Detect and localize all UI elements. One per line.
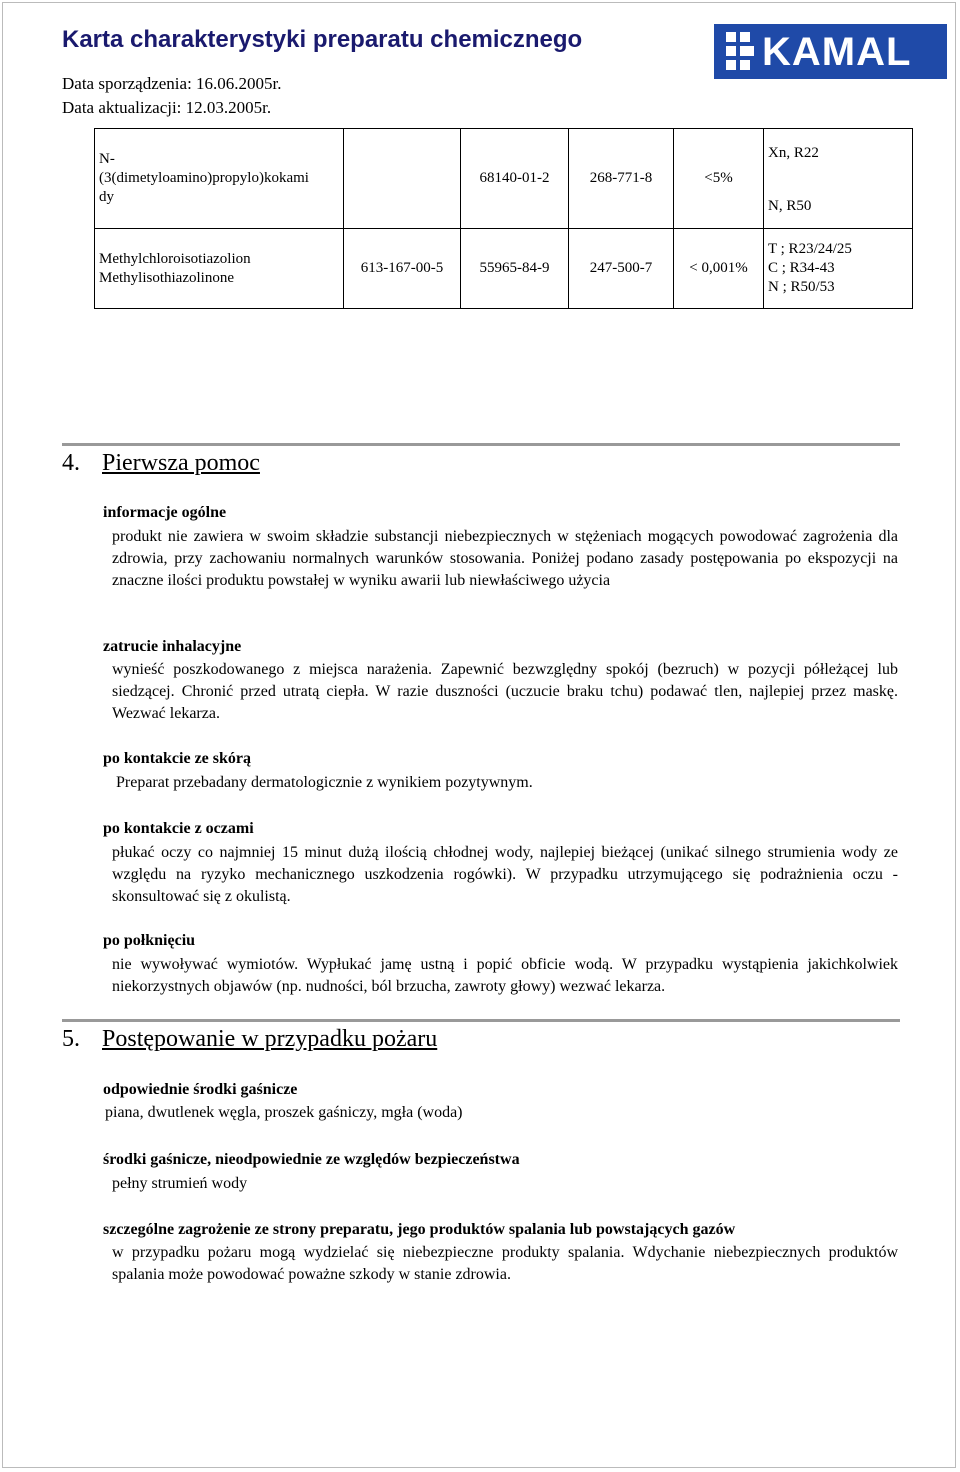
classification-cell: Xn, R22 N, R50 xyxy=(764,129,913,229)
subheading-inhalation: zatrucie inhalacyjne xyxy=(103,638,242,655)
table-row xyxy=(95,129,913,229)
paragraph-eye-contact: płukać oczy co najmniej 15 minut dużą ilością chłodnej wody, najlepiej bieżącej (unikać silnego strumienia wody ze względu na ryzyko mechanicznego uszkodzenia rogówki). W przypadku utrzymującego się podrażnienia oczu - skonsultować się z okulistą. xyxy=(112,844,898,905)
subheading-general-info: informacje ogólne xyxy=(103,504,227,521)
subheading-skin-contact: po kontakcie ze skórą xyxy=(103,750,251,767)
subheading-eye-contact: po kontakcie z oczami xyxy=(103,820,254,837)
subheading-unsuitable-extinguishing: środki gaśnicze, nieodpowiednie ze względów bezpieczeństwa xyxy=(103,1151,520,1168)
concentration-cell: < 0,001% xyxy=(674,229,764,309)
logo-text: KAMAL xyxy=(762,29,912,74)
ec-number-cell: 268-771-8 xyxy=(569,129,674,229)
substance-name-cell: N- (3(dimetyloamino)propylo)kokami dy xyxy=(95,129,344,229)
index-number-cell: 613-167-00-5 xyxy=(344,229,461,309)
section-4-heading xyxy=(62,450,260,477)
paragraph-unsuitable-extinguishing: pełny strumień wody xyxy=(112,1175,248,1192)
section-title: Pierwsza pomoc xyxy=(102,450,260,476)
subheading-suitable-extinguishing: odpowiednie środki gaśnicze xyxy=(103,1081,298,1098)
section-divider xyxy=(62,1019,900,1022)
paragraph-skin-contact: Preparat przebadany dermatologicznie z wynikiem pozytywnym. xyxy=(116,774,533,791)
section-number: 5. xyxy=(62,1026,80,1052)
paragraph-special-hazards: w przypadku pożaru mogą wydzielać się niebezpieczne produkty spalania. Wdychanie niebezpiecznych produktów spalania może powodować poważne szkody w stanie zdrowia. xyxy=(112,1244,898,1283)
logo-mark-icon xyxy=(726,32,754,72)
cas-number-cell: 68140-01-2 xyxy=(461,129,569,229)
document-title: Karta charakterystyki preparatu chemicznego xyxy=(62,26,583,53)
section-5-heading xyxy=(62,1026,437,1053)
substances-table xyxy=(94,128,913,309)
table-row xyxy=(95,229,913,309)
cas-number-cell: 55965-84-9 xyxy=(461,229,569,309)
date-updated: Data aktualizacji: 12.03.2005r. xyxy=(62,98,272,117)
subheading-special-hazards: szczególne zagrożenie ze strony preparatu, jego produktów spalania lub powstających gazów xyxy=(103,1221,736,1238)
paragraph-ingestion: nie wywoływać wymiotów. Wypłukać jamę ustną i popić obficie wodą. W przypadku wystąpienia jakichkolwiek niekorzystnych objawów (np. nudności, ból brzucha, zawroty głowy) wezwać lekarza. xyxy=(112,956,898,995)
section-divider xyxy=(62,443,900,446)
ec-number-cell: 247-500-7 xyxy=(569,229,674,309)
classification-cell: T ; R23/24/25 C ; R34-43 N ; R50/53 xyxy=(764,229,913,309)
section-title: Postępowanie w przypadku pożaru xyxy=(102,1026,438,1052)
paragraph-general-info: produkt nie zawiera w swoim składzie substancji niebezpiecznych w stężeniach mogących powodować zagrożenia dla zdrowia, przy zachowaniu normalnych warunków stosowania. Poniżej podano zasady postępowania po ekspozycji na znaczne ilości produktu powstałej w wyniku awarii lub niewłaściwego użycia xyxy=(112,528,898,589)
subheading-ingestion: po połknięciu xyxy=(103,932,196,949)
paragraph-inhalation: wynieść poszkodowanego z miejsca narażenia. Zapewnić bezwzględny spokój (bezruch) w pozycji półleżącej lub siedzącej. Chronić przed utratą ciepła. W razie duszności (uczucie braku tchu) podawać tlen, najlepiej przez maskę. Wezwać lekarza. xyxy=(112,661,898,722)
section-number: 4. xyxy=(62,450,80,476)
index-number-cell xyxy=(344,129,461,229)
concentration-cell: <5% xyxy=(674,129,764,229)
paragraph-suitable-extinguishing: piana, dwutlenek węgla, proszek gaśniczy, mgła (woda) xyxy=(105,1104,463,1121)
kamal-logo xyxy=(714,24,947,79)
date-created: Data sporządzenia: 16.06.2005r. xyxy=(62,74,282,93)
substance-name-cell: Methylchloroisotiazolion Methylisothiazolinone xyxy=(95,229,344,309)
